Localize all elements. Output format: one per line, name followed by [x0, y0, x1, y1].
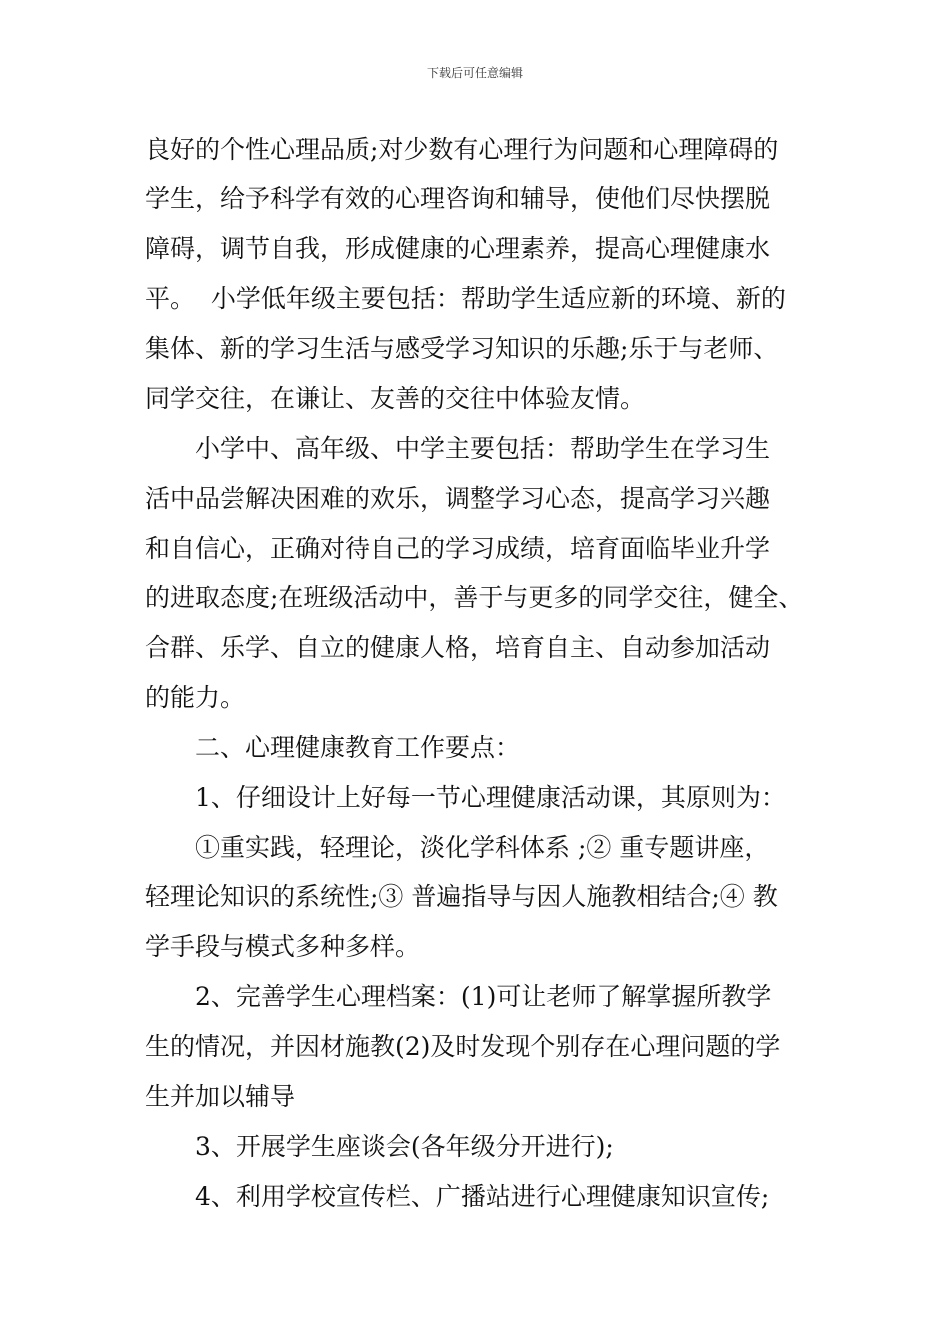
text-line: 生的情况，并因材施教(2)及时发现个别存在心理问题的学 — [145, 1032, 781, 1061]
text-line: 学生，给予科学有效的心理咨询和辅导，使他们尽快摆脱 — [145, 184, 771, 213]
text-line: 和自信心，正确对待自己的学习成绩，培育面临毕业升学 — [145, 534, 771, 563]
paragraph-start-line: 小学中、高年级、中学主要包括：帮助学生在学习生 — [195, 434, 771, 463]
text-line: 平。 小学低年级主要包括：帮助学生适应新的环境、新的 — [145, 284, 786, 313]
text-line: 生并加以辅导 — [145, 1082, 296, 1111]
text-line: 障碍，调节自我，形成健康的心理素养，提高心理健康水 — [145, 234, 771, 263]
list-item: 1、仔细设计上好每一节心理健康活动课，其原则为： — [195, 783, 786, 812]
text-line: 良好的个性心理品质;对少数有心理行为问题和心理障碍的 — [145, 135, 779, 164]
text-line: 活中品尝解决困难的欢乐，调整学习心态，提高学习兴趣 — [145, 484, 771, 513]
page-header: 下载后可任意编辑 — [426, 66, 523, 80]
text-line: 的能力。 — [145, 683, 246, 712]
text-line: 集体、新的学习生活与感受学习知识的乐趣;乐于与老师、 — [145, 334, 779, 363]
text-line: 学手段与模式多种多样。 — [145, 932, 421, 961]
list-item: 2、完善学生心理档案：(1)可让老师了解掌握所教学 — [195, 982, 772, 1011]
text-line: 同学交往，在谦让、友善的交往中体验友情。 — [145, 384, 646, 413]
text-line: 合群、乐学、自立的健康人格，培育自主、自动参加活动 — [145, 633, 771, 662]
section-heading: 二、心理健康教育工作要点： — [195, 733, 521, 762]
list-item: 3、开展学生座谈会(各年级分开进行); — [195, 1132, 614, 1161]
paragraph-start-line: ①重实践，轻理论，淡化学科体系 ;② 重专题讲座， — [195, 833, 770, 862]
text-line: 的进取态度;在班级活动中，善于与更多的同学交往，健全、 — [145, 583, 804, 612]
list-item: 4、利用学校宣传栏、广播站进行心理健康知识宣传; — [195, 1182, 770, 1211]
text-line: 轻理论知识的系统性;③ 普遍指导与因人施教相结合;④ 教 — [145, 882, 778, 911]
